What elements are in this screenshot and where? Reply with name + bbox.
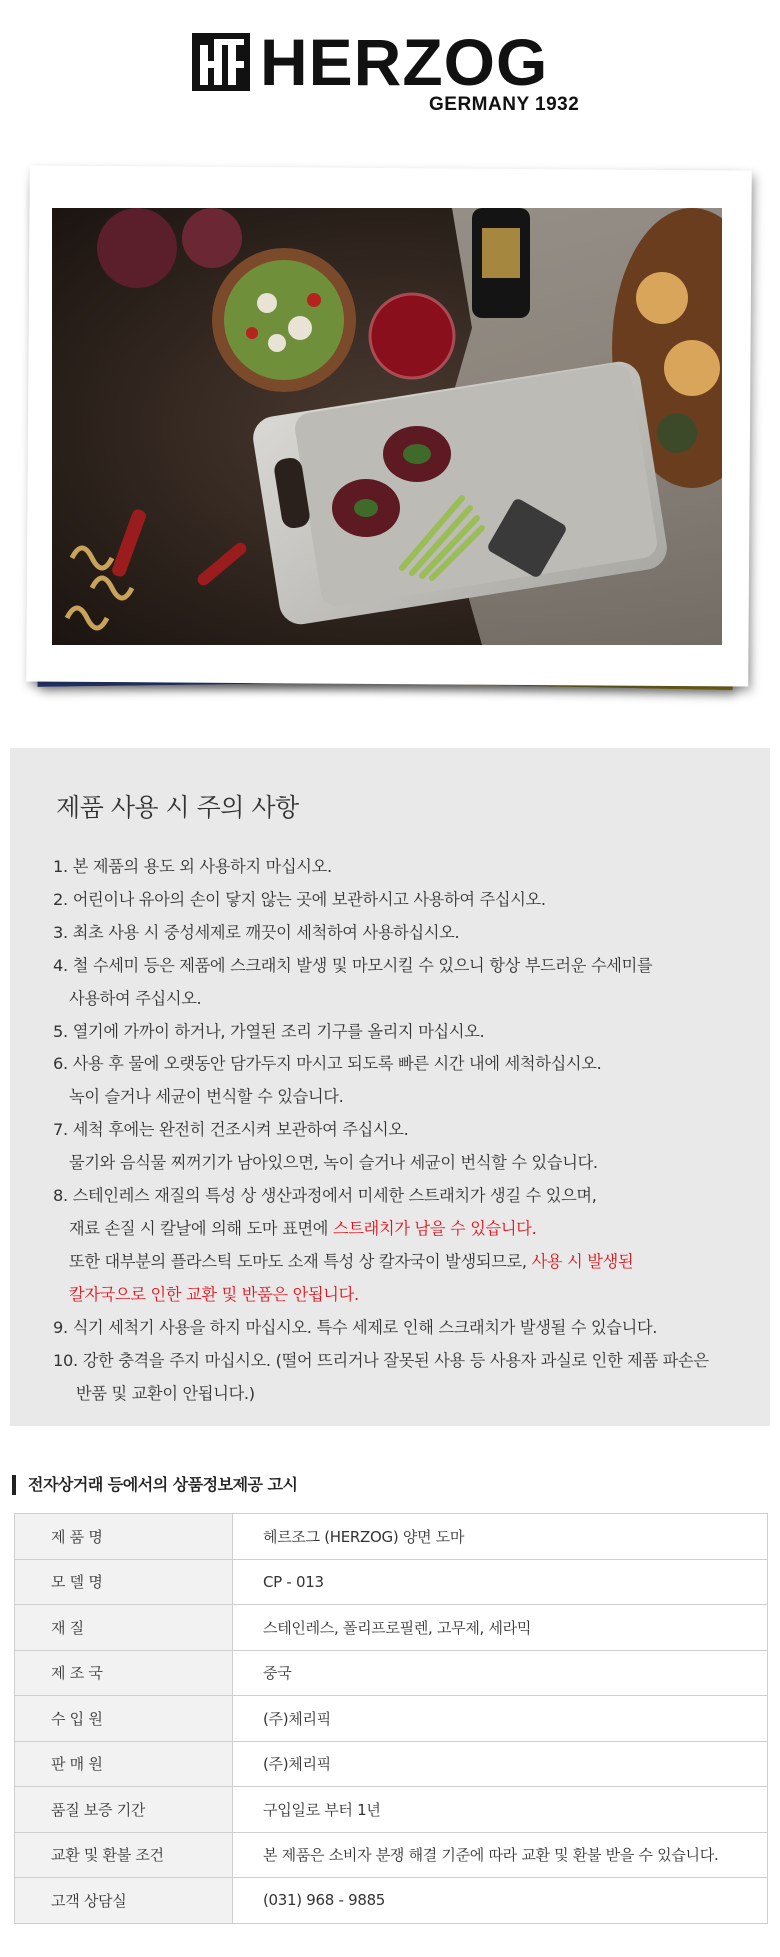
caution-line-10: 10. 강한 충격을 주지 마십시오. (떨어 뜨리거나 잘못된 사용 등 사용자 과실로 인한 제품 파손은 [53, 1351, 709, 1370]
caution-warning-text: 스트래치가 남을 수 있습니다. [332, 1219, 537, 1238]
table-row [15, 1696, 768, 1742]
product-info-table [14, 1513, 768, 1924]
info-label: 제 조 국 [15, 1650, 233, 1696]
caution-text: 또한 대부분의 플라스틱 도마도 소재 특성 상 칼자국이 발생되므로, [69, 1252, 532, 1271]
info-value: 스테인레스, 폴리프로필렌, 고무제, 세라믹 [233, 1605, 768, 1651]
caution-line-6: 6. 사용 후 물에 오랫동안 담가두지 마시고 되도록 빠른 시간 내에 세척하십시오. [53, 1054, 602, 1073]
table-row [15, 1650, 768, 1696]
caution-line-9: 9. 식기 세척기 사용을 하지 마십시오. 특수 세제로 인해 스크래치가 발생될 수 있습니다. [53, 1318, 658, 1337]
caution-line-3: 3. 최초 사용 시 중성세제로 깨끗이 세척하여 사용하십시오. [53, 923, 460, 942]
info-value: (주)체리픽 [233, 1741, 768, 1787]
info-label: 판 매 원 [15, 1741, 233, 1787]
table-row [15, 1787, 768, 1833]
caution-text: 재료 손질 시 칼날에 의해 도마 표면에 [69, 1219, 333, 1238]
info-label: 제 품 명 [15, 1514, 233, 1560]
caution-line-8: 8. 스테인레스 재질의 특성 상 생산과정에서 미세한 스트래치가 생길 수 있으며, [53, 1186, 597, 1205]
product-photo [52, 208, 722, 645]
info-value: (주)체리픽 [233, 1696, 768, 1742]
product-info-title: 전자상거래 등에서의 상품정보제공 고시 [12, 1475, 297, 1495]
caution-line-8-cont-1 [69, 1215, 536, 1239]
info-value: 구입일로 부터 1년 [233, 1787, 768, 1833]
caution-line-7-cont: 물기와 음식물 찌꺼기가 남아있으면, 녹이 슬거나 세균이 번식할 수 있습니다. [69, 1153, 598, 1172]
brand-tagline: GERMANY 1932 [429, 94, 580, 115]
caution-line-8-cont-2 [69, 1248, 633, 1272]
table-row [15, 1832, 768, 1878]
caution-line-8-cont-3: 칼자국으로 인한 교환 및 반품은 안됩니다. [69, 1285, 359, 1304]
herzog-logo-mark-icon [192, 33, 250, 91]
info-value: (031) 968 - 9885 [233, 1878, 768, 1924]
caution-line-4-cont: 사용하여 주십시오. [69, 989, 202, 1008]
caution-line-5: 5. 열기에 가까이 하거나, 가열된 조리 기구를 올리지 마십시오. [53, 1022, 485, 1041]
info-label: 수 입 원 [15, 1696, 233, 1742]
table-row [15, 1605, 768, 1651]
info-label: 품질 보증 기간 [15, 1787, 233, 1833]
caution-line-4: 4. 철 수세미 등은 제품에 스크래치 발생 및 마모시킬 수 있으니 항상 부드러운 수세미를 [53, 956, 653, 975]
table-row [15, 1741, 768, 1787]
caution-section [10, 748, 770, 1426]
info-value: 헤르조그 (HERZOG) 양면 도마 [233, 1514, 768, 1560]
caution-line-1: 1. 본 제품의 용도 외 사용하지 마십시오. [53, 857, 332, 876]
table-row [15, 1878, 768, 1924]
info-label: 교환 및 환불 조건 [15, 1832, 233, 1878]
caution-line-10-cont: 반품 및 교환이 안됩니다.) [76, 1384, 255, 1403]
info-label: 모 델 명 [15, 1559, 233, 1605]
info-value: 중국 [233, 1650, 768, 1696]
info-label: 재 질 [15, 1605, 233, 1651]
info-label: 고객 상담실 [15, 1878, 233, 1924]
info-value: CP - 013 [233, 1559, 768, 1605]
brand-logo [192, 25, 592, 120]
info-value: 본 제품은 소비자 분쟁 해결 기준에 따라 교환 및 환불 받을 수 있습니다. [233, 1832, 768, 1878]
table-row [15, 1514, 768, 1560]
caution-warning-text: 사용 시 발생된 [531, 1252, 634, 1271]
cutting-board-scene-image [52, 208, 722, 645]
caution-title: 제품 사용 시 주의 사항 [56, 793, 299, 822]
product-photo-frame [28, 168, 750, 690]
caution-line-7: 7. 세척 후에는 완전히 건조시켜 보관하여 주십시오. [53, 1120, 409, 1139]
caution-line-2: 2. 어린이나 유아의 손이 닿지 않는 곳에 보관하시고 사용하여 주십시오. [53, 890, 546, 909]
table-row [15, 1559, 768, 1605]
caution-line-6-cont: 녹이 슬거나 세균이 번식할 수 있습니다. [69, 1087, 344, 1106]
brand-name: HERZOG [260, 25, 549, 99]
